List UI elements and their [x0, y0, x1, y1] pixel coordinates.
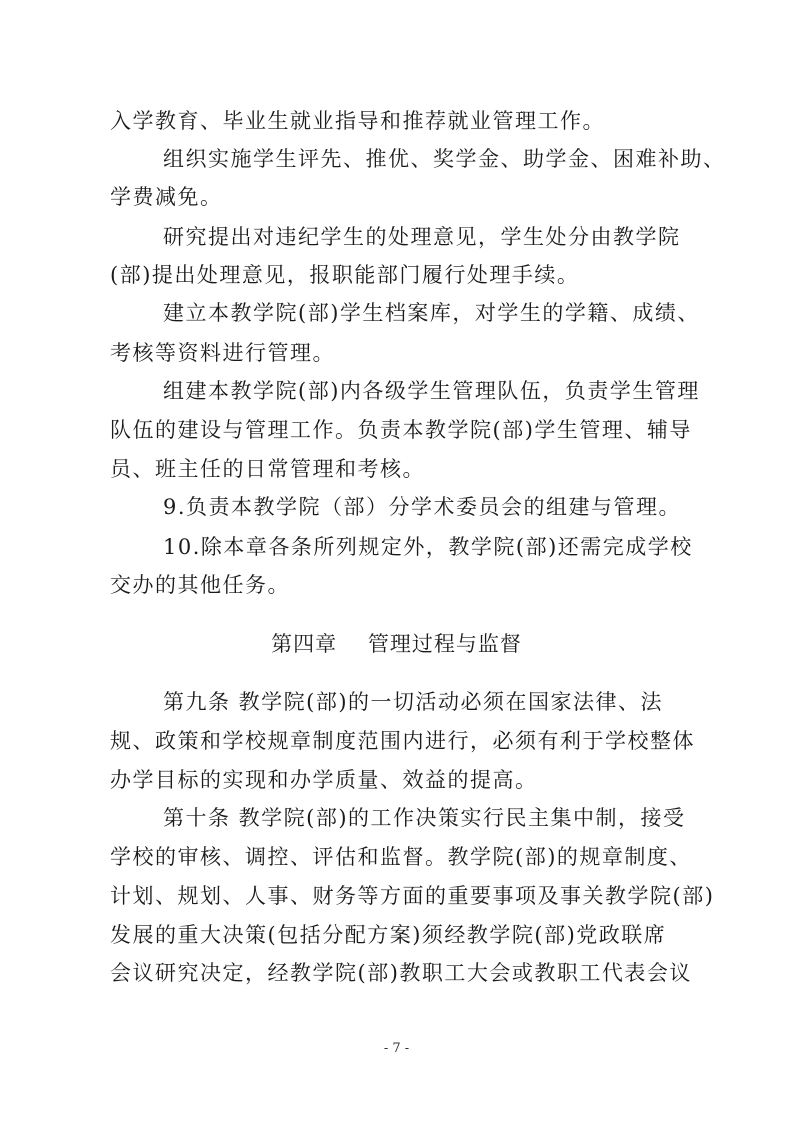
body-line: 研究提出对违纪学生的处理意见，学生处分由教学院 — [163, 225, 681, 249]
body-line: 考核等资料进行管理。 — [110, 341, 335, 365]
body-line: 员、班主任的日常管理和考核。 — [110, 457, 425, 481]
body-line: 第十条 教学院(部)的工作决策实行民主集中制，接受 — [163, 806, 686, 830]
body-line: 交办的其他任务。 — [110, 573, 290, 597]
body-line: 发展的重大决策(包括分配方案)须经教学院(部)党政联席 — [110, 923, 667, 947]
chapter-heading: 第四章 管理过程与监督 — [271, 632, 522, 656]
body-line: (部)提出处理意见，报职能部门履行处理手续。 — [110, 263, 580, 287]
body-line: 组建本教学院(部)内各级学生管理队伍，负责学生管理 — [163, 379, 700, 403]
body-line: 会议研究决定，经教学院(部)教职工大会或教职工代表会议 — [110, 961, 692, 985]
body-line: 办学目标的实现和办学质量、效益的提高。 — [110, 768, 538, 792]
body-line: 学校的审核、调控、评估和监督。教学院(部)的规章制度、 — [110, 845, 692, 869]
body-line: 建立本教学院(部)学生档案库，对学生的学籍、成绩、 — [163, 301, 700, 325]
body-line: 组织实施学生评先、推优、奖学金、助学金、困难补助、 — [163, 147, 726, 171]
body-line: 规、政策和学校规章制度范围内进行，必须有利于学校整体 — [110, 729, 695, 753]
body-line: 入学教育、毕业生就业指导和推荐就业管理工作。 — [110, 109, 605, 133]
body-line: 9.负责本教学院（部）分学术委员会的组建与管理。 — [163, 495, 682, 519]
body-line: 10.除本章各条所列规定外，教学院(部)还需完成学校 — [163, 535, 693, 559]
body-line: 计划、规划、人事、财务等方面的重要事项及事关教学院(部) — [110, 884, 715, 908]
body-line: 队伍的建设与管理工作。负责本教学院(部)学生管理、辅导 — [110, 418, 692, 442]
body-line: 第九条 教学院(部)的一切活动必须在国家法律、法 — [163, 690, 664, 714]
page-number: - 7 - — [383, 1041, 410, 1056]
body-line: 学费减免。 — [110, 185, 223, 209]
